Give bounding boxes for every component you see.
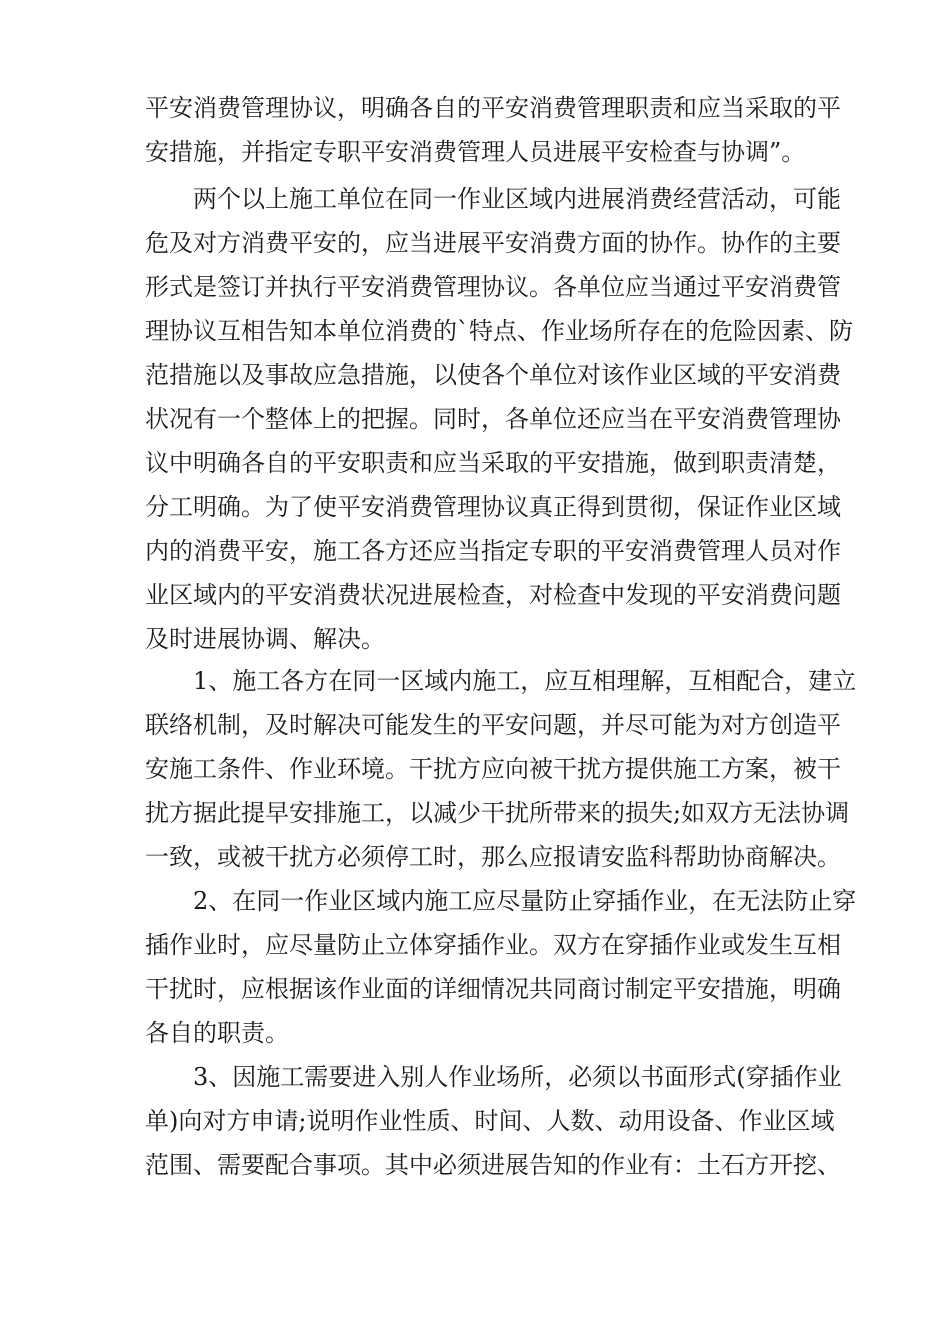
text-line: 安施工条件、作业环境。干扰方应向被干扰方提供施工方案，被干 bbox=[145, 755, 841, 783]
text-line: 及时进展协调、解决。 bbox=[145, 625, 385, 653]
text-line: 状况有一个整体上的把握。同时，各单位还应当在平安消费管理协 bbox=[145, 405, 841, 433]
text-line: 形式是签订并执行平安消费管理协议。各单位应当通过平安消费管 bbox=[145, 273, 841, 301]
text-line: 安措施，并指定专职平安消费管理人员进展平安检查与协调”。 bbox=[145, 138, 806, 166]
list-item-2-first-line: 2、在同一作业区域内施工应尽量防止穿插作业，在无法防止穿 bbox=[193, 887, 857, 915]
list-item-1-first-line: 1、施工各方在同一区域内施工，应互相理解，互相配合，建立 bbox=[193, 667, 857, 695]
text-line: 分工明确。为了使平安消费管理协议真正得到贯彻，保证作业区域 bbox=[145, 493, 841, 521]
text-line: 内的消费平安，施工各方还应当指定专职的平安消费管理人员对作 bbox=[145, 537, 841, 565]
text-line: 联络机制，及时解决可能发生的平安问题，并尽可能为对方创造平 bbox=[145, 711, 841, 739]
text-line: 范围、需要配合事项。其中必须进展告知的作业有：土石方开挖、 bbox=[145, 1151, 841, 1179]
text-line: 一致，或被干扰方必须停工时，那么应报请安监科帮助协商解决。 bbox=[145, 843, 841, 871]
text-line: 各自的职责。 bbox=[145, 1019, 289, 1047]
text-line: 危及对方消费平安的，应当进展平安消费方面的协作。协作的主要 bbox=[145, 229, 841, 257]
text-line: 扰方据此提早安排施工，以减少干扰所带来的损失;如双方无法协调 bbox=[145, 799, 850, 827]
text-line: 平安消费管理协议，明确各自的平安消费管理职责和应当采取的平 bbox=[145, 94, 841, 122]
text-line: 单)向对方申请;说明作业性质、时间、人数、动用设备、作业区域 bbox=[145, 1107, 835, 1135]
list-item-3-first-line: 3、因施工需要进入别人作业场所，必须以书面形式(穿插作业 bbox=[193, 1063, 842, 1091]
paragraph-first-line: 两个以上施工单位在同一作业区域内进展消费经营活动，可能 bbox=[193, 185, 841, 213]
text-line: 议中明确各自的平安职责和应当采取的平安措施，做到职责清楚， bbox=[145, 449, 841, 477]
text-line: 干扰时，应根据该作业面的详细情况共同商讨制定平安措施，明确 bbox=[145, 975, 841, 1003]
text-line: 插作业时，应尽量防止立体穿插作业。双方在穿插作业或发生互相 bbox=[145, 931, 841, 959]
text-line: 范措施以及事故应急措施，以使各个单位对该作业区域的平安消费 bbox=[145, 361, 841, 389]
text-line: 理协议互相告知本单位消费的`特点、作业场所存在的危险因素、防 bbox=[145, 317, 853, 345]
text-line: 业区域内的平安消费状况进展检查，对检查中发现的平安消费问题 bbox=[145, 581, 841, 609]
